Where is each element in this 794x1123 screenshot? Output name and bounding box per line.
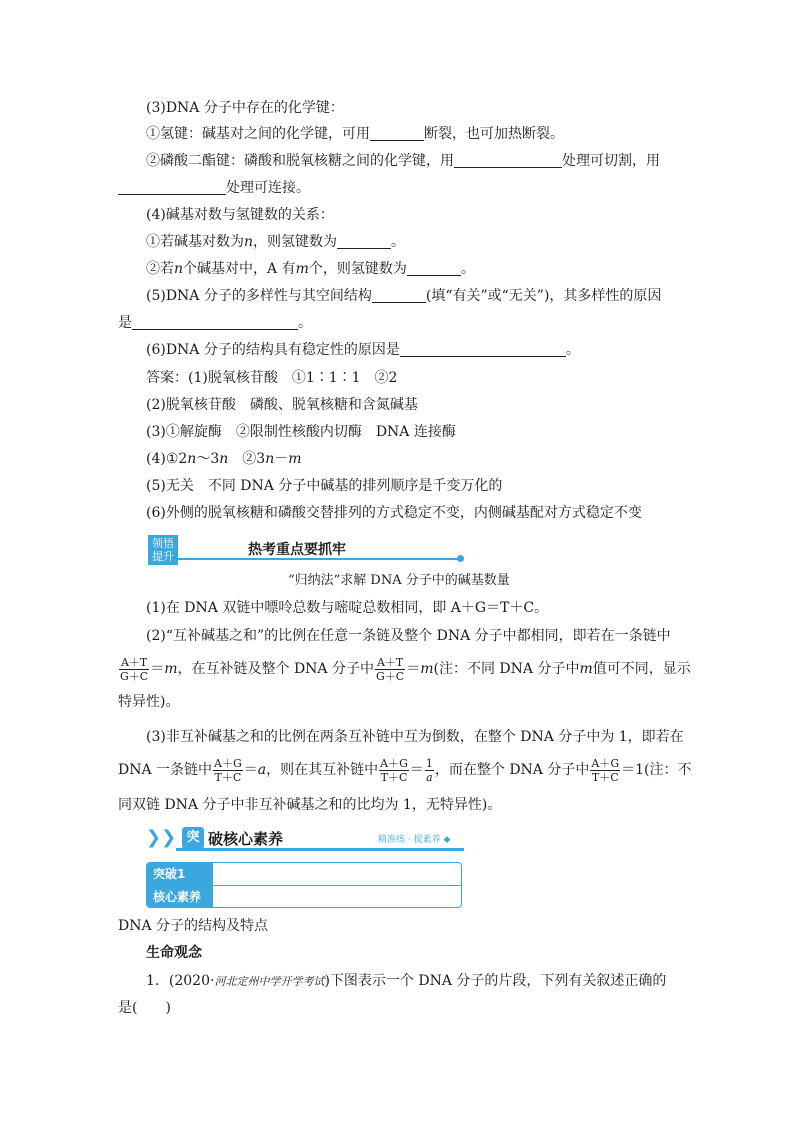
q4-item2: ②若n个碱基对中，A 有m个，则氢键数为 。 <box>146 261 475 277</box>
banner-dot-icon <box>457 555 464 562</box>
section-banner-core-literacy <box>146 826 464 852</box>
answer-blank[interactable] <box>400 342 566 357</box>
banner-title: 热考重点要抓牢 <box>248 542 346 558</box>
answer-blank[interactable] <box>370 126 424 141</box>
method-p1: (1)在 DNA 双链中嘌呤总数与嘧啶总数相同，即 A＋G＝T＋C。 <box>146 600 549 616</box>
fraction: $\frac{A+G}{T+C}$ <box>591 756 620 784</box>
q5: (5)DNA 分子的多样性与其空间结构 (填“有关”或“无关”)，其多样性的原因 <box>146 288 662 304</box>
method-p3-end: 同双链 DNA 分子中非互补碱基之和的比均为 1，无特异性)。 <box>118 797 502 813</box>
q3-phosphodiester-bond: ②磷酸二酯键：磷酸和脱氧核糖之间的化学键，用 处理可切割，用 <box>146 153 660 169</box>
answer-1: 答案：(1)脱氧核苷酸 ①1∶1∶1 ②2 <box>146 370 398 386</box>
answer-4: (4)①2n～3n ②3n－m <box>146 451 302 467</box>
q3-phosphodiester-bond-cont: 处理可连接。 <box>118 178 310 198</box>
section-subtitle: 生命观念 <box>146 945 202 961</box>
q3-heading: (3)DNA 分子中存在的化学键： <box>146 100 344 116</box>
fraction: $\frac{A+T}{G+C}$ <box>376 655 405 683</box>
question-1: 1．(2020·河北定州中学开学考试)下图表示一个 DNA 分子的片段，下列有关叙述正确的 <box>146 973 667 989</box>
q3-hydrogen-bond: ①氢键：碱基对之间的化学键，可用 断裂，也可加热断裂。 <box>146 126 564 142</box>
banner-rule <box>178 558 460 560</box>
breakthrough-table <box>146 862 462 908</box>
method-p2-end: 特异性)。 <box>118 694 180 710</box>
table-label: 核心素养 <box>147 886 213 908</box>
answer-6: (6)外侧的脱氧核糖和磷酸交替排列的方式稳定不变，内侧碱基配对方式稳定不变 <box>146 505 642 521</box>
double-chevron-icon: ❯❯ <box>146 827 177 848</box>
answer-blank[interactable] <box>454 153 562 168</box>
answer-blank[interactable] <box>337 234 391 249</box>
table-row <box>147 886 461 908</box>
answer-blank[interactable] <box>132 315 298 330</box>
fraction: $\frac{A+G}{T+C}$ <box>380 756 408 784</box>
q5-cont: 是 。 <box>118 315 312 331</box>
fraction: $\frac{A+T}{G+C}$ <box>120 655 149 683</box>
answer-3: (3)①解旋酶 ②限制性核酸内切酶 DNA 连接酶 <box>146 424 456 440</box>
table-row <box>147 863 461 885</box>
answer-blank[interactable] <box>407 261 461 276</box>
answer-blank[interactable] <box>118 180 226 195</box>
banner-title: 破核心素养 <box>208 830 284 848</box>
section-banner-hot-topics <box>148 535 464 565</box>
method-p2: (2)“互补碱基之和”的比例在任意一条链及整个 DNA 分子中都相同，即若在一条链中 <box>146 628 671 644</box>
question-1-cont: 是( ) <box>118 1000 171 1016</box>
section-title: DNA 分子的结构及特点 <box>118 918 269 934</box>
method-p3: (3)非互补碱基之和的比例在两条互补链中互为倒数，在整个 DNA 分子中为 1，即若在 <box>146 729 684 745</box>
table-label: 突破1 <box>147 863 213 885</box>
method-p3-formula: DNA 一条链中 $\frac{A+G}{T+C}$ ＝a，则在其互补链中 $\frac{A+G}{T+C}$ ＝ $\frac{1}{a}$ ，而在整个 DNA 分子中 $\frac{A+G}{T+C}$ ＝1(注：不 <box>118 756 692 784</box>
method-p2-formula: $\frac{A+T}{G+C}$ ＝m，在互补链及整个 DNA 分子中 $\frac{A+T}{G+C}$ ＝m(注：不同 DNA 分子中m值可不同，显示 <box>120 655 691 683</box>
answer-2: (2)脱氧核苷酸 磷酸、脱氧核糖和含氮碱基 <box>146 397 418 413</box>
answer-5: (5)无关 不同 DNA 分子中碱基的排列顺序是千变万化的 <box>146 478 503 494</box>
method-title: “归纳法”求解 DNA 分子中的碱基数量 <box>288 573 510 588</box>
answer-blank[interactable] <box>372 288 426 303</box>
banner-rule <box>176 848 464 851</box>
badge: 领悟 提升 <box>148 535 178 565</box>
fraction: $\frac{A+G}{T+C}$ <box>214 756 242 784</box>
banner-tagline: 精准练 · 提素养 ◆ <box>378 835 451 845</box>
fraction: $\frac{1}{a}$ <box>425 756 433 784</box>
q6: (6)DNA 分子的结构具有稳定性的原因是 。 <box>146 342 580 358</box>
banner-badge: 突 <box>182 827 204 849</box>
q4-heading: (4)碱基对数与氢键数的关系： <box>146 207 334 223</box>
q4-item1: ①若碱基对数为n，则氢键数为 。 <box>146 234 406 250</box>
